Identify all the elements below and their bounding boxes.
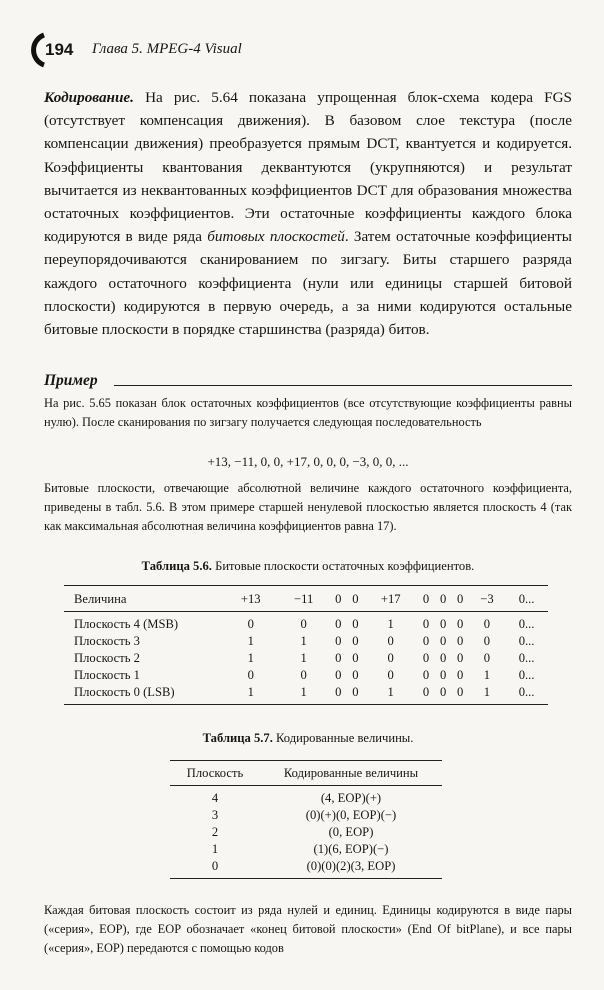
table-header-cell: 0 xyxy=(347,586,364,612)
table-cell: 0 xyxy=(422,668,430,682)
table-cell: 1 xyxy=(387,617,394,631)
table-row xyxy=(170,841,442,858)
coded-values-table xyxy=(170,760,442,879)
table-cell: 0 xyxy=(330,684,347,705)
example-text-1: На рис. 5.65 показан блок остаточных коэффициентов (все отсутствующие коэффициенты равны нулю). После сканирования по зигзагу получается следующая последовательность xyxy=(44,396,572,429)
table-cell: 0 xyxy=(422,617,430,631)
table-row xyxy=(64,667,548,684)
table-cell: 0 xyxy=(483,617,491,631)
table-cell: (0)(0)(2)(3, EOP) xyxy=(260,858,442,879)
table-row xyxy=(64,633,548,650)
table2-caption-label: Таблица 5.7. xyxy=(202,731,273,745)
table-cell: 0 xyxy=(352,634,359,648)
table-cell: 0 xyxy=(247,668,254,682)
table-header-cell: 0... xyxy=(505,586,548,612)
table2-caption-text: Кодированные величины. xyxy=(272,731,414,745)
table-cell: 0... xyxy=(518,617,535,631)
table-header-row xyxy=(170,761,442,786)
table-cell: 0 xyxy=(300,617,307,631)
table-row xyxy=(170,824,442,841)
table-cell: 0 xyxy=(439,634,447,648)
table-cell: 0 xyxy=(422,651,430,665)
table-cell: 0... xyxy=(518,651,535,665)
table-cell: 1 xyxy=(469,684,505,705)
example-rule xyxy=(114,385,572,386)
table-cell: 0 xyxy=(335,617,342,631)
table-cell: 0 xyxy=(457,651,464,665)
table-cell: 0 xyxy=(417,684,434,705)
term-encoding: Кодирование. xyxy=(44,89,134,106)
table-cell: 2 xyxy=(211,825,219,839)
table-cell: 1 xyxy=(483,668,491,682)
table-row xyxy=(170,858,442,879)
table-cell: 1 xyxy=(278,684,330,705)
example-heading xyxy=(44,372,572,392)
example-paragraph-1 xyxy=(44,394,572,432)
table-cell: Плоскость 4 (MSB) xyxy=(74,617,179,631)
table-row xyxy=(64,650,548,667)
table-header-cell: Кодированные величины xyxy=(260,761,442,786)
main-text-2: . Затем остаточные коэффициенты переупорядочиваются сканированием по зигзагу. Биты старшего разряда каждого остаточного коэффициента (нули или единицы старшей битовой плоскости) кодируются в первую очередь, а за ними кодируются остальные битовые плоскости в порядке старшинства (разряда) битов. xyxy=(44,228,573,339)
table-cell: 0 xyxy=(170,858,260,879)
table-cell: 0 xyxy=(335,668,342,682)
bitplanes-table xyxy=(64,585,548,705)
table-cell: (1)(6, EOP)(−) xyxy=(313,842,389,856)
table-cell: 0 xyxy=(439,651,447,665)
table-cell: (4, EOP)(+) xyxy=(320,791,382,805)
table-cell: 0 xyxy=(435,684,452,705)
main-italic: битовых плоскостей xyxy=(207,228,345,246)
table-cell: 0 xyxy=(483,634,491,648)
zigzag-sequence: +13, −11, 0, 0, +17, 0, 0, 0, −3, 0, 0, ... xyxy=(207,454,409,469)
example-text-2: Битовые плоскости, отвечающие абсолютной величине каждого остаточного коэффициента, приведены в табл. 5.6. В этом примере старшей ненулевой плоскостью является плоскость 4 (так как максимальная абсолютная величина коэффициентов равна 17). xyxy=(44,481,572,533)
table-header-row xyxy=(64,586,548,612)
table-cell: 0 xyxy=(422,634,430,648)
table-cell: 1 xyxy=(247,634,254,648)
table-header-cell: 0 xyxy=(452,586,469,612)
table-cell: 0... xyxy=(518,634,535,648)
bottom-paragraph xyxy=(44,901,572,957)
table-row xyxy=(170,807,442,824)
table-cell: 0 xyxy=(347,684,364,705)
table-header-cell: +17 xyxy=(364,586,418,612)
main-paragraph xyxy=(44,86,572,341)
table-cell: 1 xyxy=(300,651,307,665)
table-cell: (0, EOP) xyxy=(328,825,374,839)
table-cell: 0 xyxy=(387,634,394,648)
table-cell: 1 xyxy=(300,634,307,648)
table-row xyxy=(170,786,442,808)
table-cell: 0... xyxy=(518,668,535,682)
table-cell: (0)(+)(0, EOP)(−) xyxy=(305,808,397,822)
table-cell: 0 xyxy=(387,651,394,665)
table-cell: 0 xyxy=(352,668,359,682)
table-cell: 3 xyxy=(211,808,219,822)
table-cell: 0 xyxy=(457,668,464,682)
page-header xyxy=(24,32,584,68)
table-cell: 0 xyxy=(247,617,254,631)
table-cell: 0 xyxy=(335,651,342,665)
table1-caption xyxy=(44,559,572,574)
main-text-1: На рис. 5.64 показана упрощенная блок-схема кодера FGS (отсутствует компенсация движения). В базовом слое текстура (после компенсации движения) преобразуется прямым DCT, квантуется и кодируется. Коэффициенты квантования деквантуются (укрупняются) и результат вычитается из неквантованных коэффициентов DCT для образования множества остаточных коэффициентов. Эти остаточные коэффициенты каждого блока кодируются в виде ряда xyxy=(44,89,572,246)
table-cell: 0 xyxy=(439,617,447,631)
table-row xyxy=(64,612,548,634)
table-header-cell: +13 xyxy=(224,586,278,612)
table-cell: Плоскость 2 xyxy=(74,651,140,665)
table-header-cell: 0 xyxy=(330,586,347,612)
table-cell: 0 xyxy=(387,668,394,682)
table-cell: 0 xyxy=(483,651,491,665)
chapter-title: Глава 5. MPEG-4 Visual xyxy=(92,41,242,57)
table-cell: 1 xyxy=(224,684,278,705)
table-cell: 4 xyxy=(211,791,219,805)
table-cell: 1 xyxy=(211,842,219,856)
example-paragraph-2 xyxy=(44,479,572,535)
table-cell: 0 xyxy=(457,617,464,631)
table-cell: 0 xyxy=(352,651,359,665)
table-header-cell: Величина xyxy=(64,586,224,612)
table-cell: 0 xyxy=(352,617,359,631)
table-cell: Плоскость 1 xyxy=(74,668,140,682)
table-cell: 1 xyxy=(364,684,418,705)
table-cell: 0 xyxy=(300,668,307,682)
table-header-cell: −11 xyxy=(278,586,330,612)
table-cell: 0 xyxy=(457,634,464,648)
table1-caption-text: Битовые плоскости остаточных коэффициентов. xyxy=(211,559,475,573)
table-cell: 0 xyxy=(452,684,469,705)
bottom-text: Каждая битовая плоскость состоит из ряда нулей и единиц. Единицы кодируются в виде пары («серия», EOP), где EOP обозначает «конец битовой плоскости» (End Of bitPlane), и все пары («серия», EOP) передаются с помощью кодов xyxy=(44,903,572,955)
table-header-cell: 0 xyxy=(435,586,452,612)
table-header-cell: −3 xyxy=(469,586,505,612)
page-number: 194 xyxy=(45,40,74,59)
table1-caption-label: Таблица 5.6. xyxy=(141,559,212,573)
table-cell: 0 xyxy=(439,668,447,682)
table-cell: 0 xyxy=(335,634,342,648)
table-cell: Плоскость 3 xyxy=(74,634,140,648)
example-title: Пример xyxy=(44,372,101,389)
table-cell: 0... xyxy=(505,684,548,705)
table-row xyxy=(64,684,548,705)
table-header-cell: 0 xyxy=(417,586,434,612)
table2-caption xyxy=(44,731,572,746)
table-cell: Плоскость 0 (LSB) xyxy=(64,684,224,705)
table-header-cell: Плоскость xyxy=(170,761,260,786)
table-cell: 1 xyxy=(247,651,254,665)
